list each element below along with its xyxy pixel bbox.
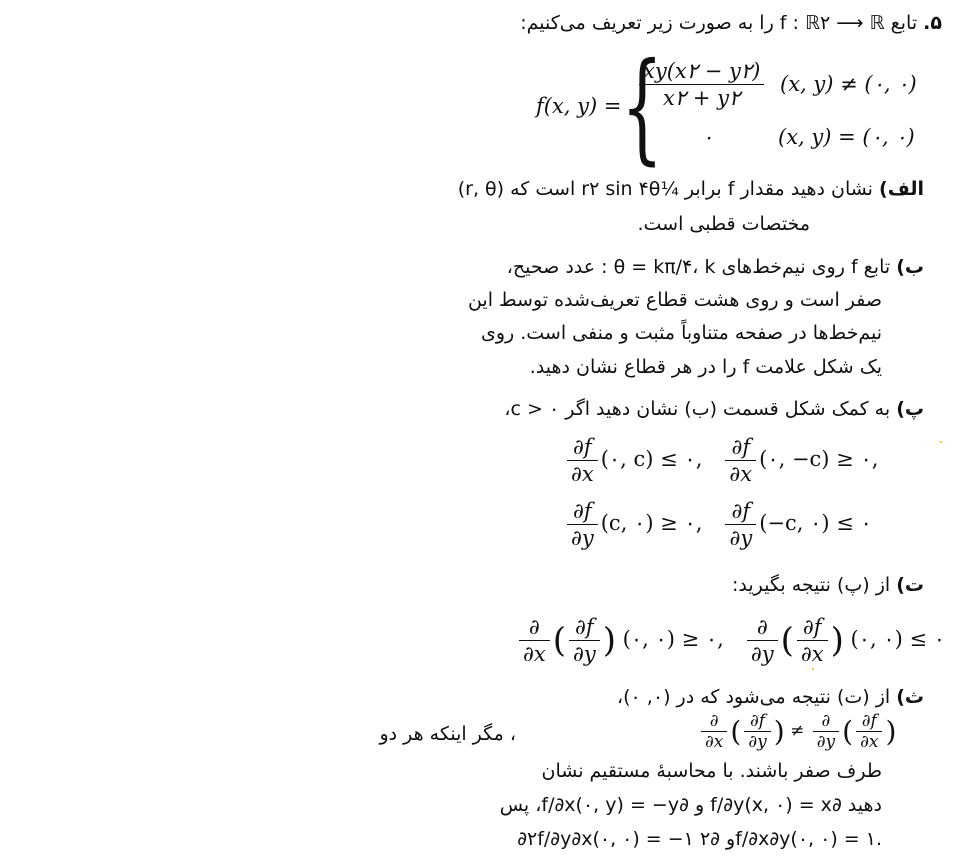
part-be-label: ب) [896, 256, 924, 278]
part-pe-line1: پ) به کمک شکل قسمت (ب) نشان دهید اگر c > ۰، [504, 398, 924, 420]
df-dy-fraction: $\frac{\partial f}{\partial y}$ [567, 498, 598, 551]
case1-fraction [639, 58, 764, 111]
part-se-line5: ∂۲f/∂y∂x(۰, ۰) = −۱ و ∂۲f/∂x∂y(۰, ۰) = ۱. [517, 828, 882, 850]
df-dx-fraction: $\frac{\partial f}{\partial x}$ [725, 434, 756, 487]
te-eq-a: (۰, ۰) ≥ ۰, [622, 627, 724, 651]
d-dy-fraction: $\frac{\partial}{\partial y}$ [747, 614, 778, 667]
definition-brace: { [621, 38, 664, 177]
te-eq-b: (۰, ۰) ≤ ۰ [850, 627, 946, 651]
problem-intro [520, 10, 942, 36]
part-te-label: ت) [896, 574, 924, 596]
part-be-line4: یک شکل علامت f را در هر قطاع نشان دهید. [529, 356, 882, 378]
df-dx-fraction: $\frac{\partial f}{\partial x}$ [797, 614, 828, 667]
part-se-label: ث) [896, 686, 924, 708]
pe-eq2-a: (c, ۰) ≥ ۰, [600, 511, 703, 535]
scan-speck [940, 441, 942, 443]
pe-eq2-b: (−c, ۰) ≤ ۰ [759, 511, 872, 535]
pe-eq1-a: (۰, c) ≤ ۰, [600, 447, 703, 471]
df-dx-fraction: $\frac{\partial f}{\partial x}$ [567, 434, 598, 487]
problem-intro-text: تابع f : ℝ۲ ⟶ ℝ را به صورت زیر تعریف می‌کنیم: [520, 12, 918, 34]
case1-numerator: xy(x۲ − y۲) [639, 58, 764, 85]
part-se-line1: ث) از (ت) نتیجه می‌شود که در (۰, ۰)، [616, 686, 924, 708]
part-alef-line2: مختصات قطبی است. [637, 213, 810, 235]
part-alef-label: الف) [879, 178, 924, 200]
definition-lhs: f(x, y) = [536, 94, 622, 118]
part-se-line3: طرف صفر باشند. با محاسبهٔ مستقیم نشان [541, 760, 882, 782]
part-pe-label: پ) [896, 398, 924, 420]
case1-denominator: x۲ + y۲ [663, 86, 741, 110]
df-dy-fraction: $\frac{\partial f}{\partial y}$ [725, 498, 756, 551]
part-be-line2: صفر است و روی هشت قطاع تعریف‌شده توسط این [467, 289, 882, 311]
d-dx-fraction: $\frac{\partial}{\partial x}$ [519, 614, 550, 667]
scan-speck [812, 668, 814, 670]
part-be-line1: ب) تابع f روی نیم‌خط‌های θ = kπ/۴، k : عدد صحیح، [506, 256, 924, 278]
df-dy-fraction: $\frac{\partial f}{\partial y}$ [569, 614, 600, 667]
definition-case1-value [636, 58, 767, 111]
part-alef-line1: الف) نشان دهید مقدار f برابر ¼r۲ sin ۴θ است که (r, θ) [457, 178, 924, 200]
part-te-line1: ت) از (پ) نتیجه بگیرید: [732, 574, 924, 596]
problem-number: ۵. [923, 12, 942, 34]
part-be-line3: نیم‌خط‌ها در صفحه متناوباً مثبت و منفی است. روی [480, 322, 882, 344]
pe-equation-row2 [564, 498, 872, 551]
pe-equation-row1 [564, 434, 878, 487]
te-equation: $\frac{\partial}{\partial x}$ ( $\frac{\partial f}{\partial y}$ ) (۰, ۰) ≥ ۰, $\frac{\partial}{\partial y}$ ( $\frac{\partial f}{\partial x}$ ) (۰, ۰) ≤ ۰ [516, 614, 945, 667]
pe-eq1-b: (۰, −c) ≥ ۰, [759, 447, 879, 471]
definition-case2-value: ۰ [702, 125, 714, 149]
neq-symbol: ≠ [790, 721, 805, 741]
part-se-line2-text: ، مگر اینکه هر دو [379, 723, 516, 745]
definition-case1-condition: (x, y) ≠ (۰, ۰) [780, 72, 917, 96]
se-mixed-partials-inequality: $\frac{\partial}{\partial x}$ ( $\frac{\partial f}{\partial y}$ ) ≠ $\frac{\partial}{\partial y}$ ( $\frac{\partial f}{\partial x}$ ) [698, 711, 896, 752]
definition-case2-condition: (x, y) = (۰, ۰) [778, 125, 915, 149]
part-se-line4: دهید ∂f/∂y(x, ۰) = x و ∂f/∂x(۰, y) = −y، پس [499, 794, 882, 816]
